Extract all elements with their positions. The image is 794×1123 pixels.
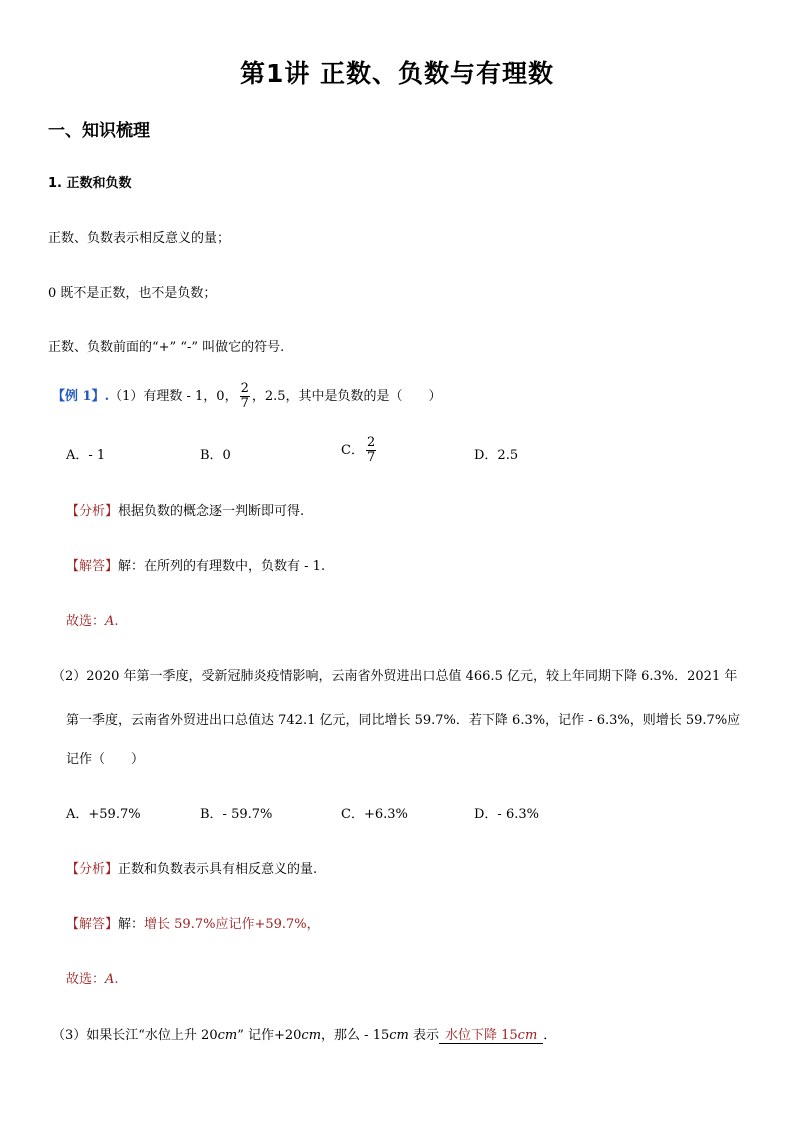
knowledge-line-1: 正数、负数表示相反意义的量； xyxy=(48,231,231,246)
section-heading: 一、知识梳理 xyxy=(48,121,150,141)
option-d: D．- 6.3% xyxy=(474,807,539,822)
option-a: A．+59.7% xyxy=(66,807,141,822)
analysis-line: 【分析】正数和负数表示具有相反意义的量. xyxy=(66,862,318,877)
answer-line: 【解答】解：在所列的有理数中，负数有 - 1. xyxy=(66,559,326,574)
option-b: B．- 59.7% xyxy=(200,807,273,822)
example-tag: 【例 1】 xyxy=(52,389,105,404)
answer-blank: 水位下降 15cm xyxy=(439,1024,543,1044)
fraction: $\frac{2}{7}$ xyxy=(366,435,376,465)
option-c: C． $\frac{2}{7}$ xyxy=(341,435,376,465)
choice-line: 故选：A. xyxy=(66,972,119,987)
option-b: B．0 xyxy=(200,448,231,463)
option-c: C．+6.3% xyxy=(341,807,408,822)
knowledge-line-3: 正数、负数前面的“+” “-” 叫做它的符号. xyxy=(48,340,285,355)
example1-question: 【例 1】.（1）有理数 - 1，0， $\frac{2}{7}$ ，2.5，其中是负数的是（ ） xyxy=(52,381,442,411)
analysis-line: 【分析】根据负数的概念逐一判断即可得. xyxy=(66,504,305,519)
fraction: $\frac{2}{7}$ xyxy=(240,381,249,411)
knowledge-line-2: 0 既不是正数，也不是负数； xyxy=(48,286,217,301)
option-a: A．- 1 xyxy=(66,448,106,463)
example2-line-1: （2）2020 年第一季度，受新冠肺炎疫情影响，云南省外贸进出口总值 466.5 亿元，较上年同期下降 6.3%．2021 年 xyxy=(52,669,738,684)
example3-question: （3）如果长江“水位上升 20cm” 记作+20cm，那么 - 15cm 表示 水位下降 15cm ． xyxy=(52,1024,556,1044)
subsection-heading: 1. 正数和负数 xyxy=(48,176,132,191)
page-title: 第1讲 正数、负数与有理数 xyxy=(239,59,555,88)
example2-line-2: 第一季度，云南省外贸进出口总值达 742.1 亿元，同比增长 59.7%．若下降 6.3%，记作 - 6.3%，则增长 59.7%应 xyxy=(66,713,741,728)
choice-line: 故选：A. xyxy=(66,614,119,629)
example2-line-3: 记作（ ） xyxy=(66,752,145,767)
option-d: D．2.5 xyxy=(474,448,519,463)
answer-line: 【解答】解：增长 59.7%应记作+59.7%， xyxy=(66,917,320,932)
